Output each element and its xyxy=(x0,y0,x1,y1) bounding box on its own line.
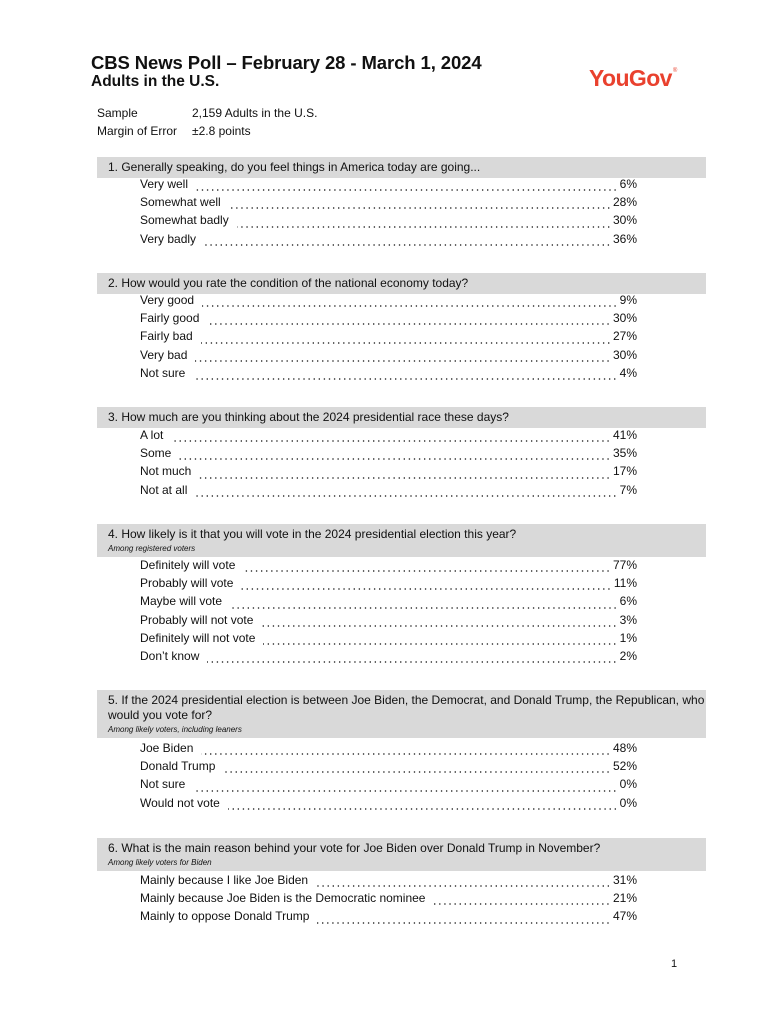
answer-row xyxy=(140,366,637,384)
dot-leader xyxy=(261,625,617,627)
answer-row xyxy=(140,293,637,311)
answer-row xyxy=(140,446,637,464)
answer-label: Fairly bad xyxy=(140,329,193,344)
answer-row xyxy=(140,483,637,501)
answer-value: 7% xyxy=(619,482,637,497)
answer-label: Mainly to oppose Donald Trump xyxy=(140,909,310,924)
moe-label: Margin of Error xyxy=(97,124,178,138)
dot-leader xyxy=(316,885,611,887)
answer-value: 28% xyxy=(612,195,637,210)
answer-list xyxy=(140,177,637,250)
dot-leader xyxy=(207,323,611,325)
answer-label: Very badly xyxy=(140,231,197,246)
answer-label: Joe Biden xyxy=(140,741,194,755)
dot-leader xyxy=(201,753,611,755)
answer-value: 6% xyxy=(619,177,637,191)
dot-leader xyxy=(199,477,611,479)
question-text: 3. How much are you thinking about the 2024 presidential race these days? xyxy=(108,410,509,424)
page-subtitle: Adults in the U.S. xyxy=(91,73,220,90)
question-note: Among likely voters for Biden xyxy=(108,858,212,867)
answer-row xyxy=(140,631,637,649)
dot-leader xyxy=(193,790,617,792)
answer-value: 1% xyxy=(619,630,637,645)
question-text: 5. If the 2024 presidential election is between Joe Biden, the Democrat, and Donald Trump, the Republican, who would you vote for? xyxy=(108,693,705,722)
answer-list xyxy=(140,873,637,928)
answer-row xyxy=(140,464,637,482)
page-number: 1 xyxy=(671,958,678,970)
answer-row xyxy=(140,428,637,446)
answer-row xyxy=(140,594,637,612)
answer-list xyxy=(140,741,637,814)
dot-leader xyxy=(179,458,611,460)
question-header xyxy=(97,524,706,557)
answer-label: Probably will not vote xyxy=(140,612,254,627)
answer-value: 4% xyxy=(619,365,637,380)
answer-label: Donald Trump xyxy=(140,759,216,774)
answer-value: 52% xyxy=(612,759,637,774)
answer-label: Not much xyxy=(140,464,192,479)
answer-value: 11% xyxy=(613,576,637,591)
dot-leader xyxy=(263,643,617,645)
answer-label: Mainly because I like Joe Biden xyxy=(140,873,309,887)
answer-row xyxy=(140,613,637,631)
dot-leader xyxy=(243,570,611,572)
answer-list xyxy=(140,293,637,384)
answer-row xyxy=(140,873,637,891)
answer-value: 0% xyxy=(619,795,637,810)
dot-leader xyxy=(317,922,611,924)
dot-leader xyxy=(195,360,611,362)
dot-leader xyxy=(207,661,617,663)
answer-label: Very well xyxy=(140,177,189,191)
dot-leader xyxy=(241,588,611,590)
answer-value: 36% xyxy=(612,231,637,246)
dot-leader xyxy=(228,808,618,810)
answer-row xyxy=(140,213,637,231)
dot-leader xyxy=(237,226,611,228)
answer-value: 48% xyxy=(612,741,637,755)
answer-value: 21% xyxy=(612,891,637,906)
answer-label: A lot xyxy=(140,428,164,442)
answer-label: Somewhat well xyxy=(140,195,221,210)
answer-row xyxy=(140,177,637,195)
dot-leader xyxy=(171,440,611,442)
question-header xyxy=(97,690,706,738)
dot-leader xyxy=(201,342,611,344)
answer-row xyxy=(140,796,637,814)
answer-label: Probably will vote xyxy=(140,576,234,591)
answer-value: 30% xyxy=(612,311,637,326)
answer-label: Some xyxy=(140,446,172,461)
question-text: 2. How would you rate the condition of the national economy today? xyxy=(108,276,469,290)
answer-label: Not sure xyxy=(140,777,186,792)
answer-label: Somewhat badly xyxy=(140,213,229,228)
question-header xyxy=(97,407,706,428)
answer-label: Very good xyxy=(140,293,195,307)
answer-list xyxy=(140,428,637,501)
question-text: 4. How likely is it that you will vote in the 2024 presidential election this year? xyxy=(108,527,517,541)
dot-leader xyxy=(193,378,617,380)
answer-value: 41% xyxy=(612,428,637,442)
dot-leader xyxy=(229,207,611,209)
answer-label: Definitely will vote xyxy=(140,558,236,572)
answer-row xyxy=(140,311,637,329)
dot-leader xyxy=(195,495,617,497)
answer-label: Not sure xyxy=(140,365,186,380)
answer-row xyxy=(140,649,637,667)
answer-row xyxy=(140,195,637,213)
answer-value: 3% xyxy=(619,612,637,627)
question-header xyxy=(97,157,706,178)
dot-leader xyxy=(433,903,610,905)
question-note: Among registered voters xyxy=(108,544,196,553)
moe-value: ±2.8 points xyxy=(192,124,251,138)
answer-label: Definitely will not vote xyxy=(140,630,256,645)
question-note: Among likely voters, including leaners xyxy=(108,725,242,734)
answer-label: Don’t know xyxy=(140,648,200,663)
answer-value: 35% xyxy=(612,446,637,461)
answer-row xyxy=(140,741,637,759)
answer-row xyxy=(140,329,637,347)
answer-row xyxy=(140,777,637,795)
answer-row xyxy=(140,348,637,366)
answer-label: Would not vote xyxy=(140,795,220,810)
answer-value: 17% xyxy=(612,464,637,479)
answer-value: 30% xyxy=(612,213,637,228)
answer-list xyxy=(140,558,637,667)
answer-value: 47% xyxy=(612,909,637,924)
answer-label: Not at all xyxy=(140,482,188,497)
answer-value: 31% xyxy=(612,873,637,887)
answer-label: Fairly good xyxy=(140,311,200,326)
question-text: 6. What is the main reason behind your vote for Joe Biden over Donald Trump in November? xyxy=(108,841,601,855)
question-header xyxy=(97,838,706,871)
dot-leader xyxy=(204,244,611,246)
dot-leader xyxy=(196,189,618,191)
answer-label: Very bad xyxy=(140,347,188,362)
answer-value: 0% xyxy=(619,777,637,792)
yougov-logo xyxy=(589,65,677,92)
answer-value: 6% xyxy=(619,594,637,609)
logo-text: YouGov xyxy=(589,65,672,91)
sample-value: 2,159 Adults in the U.S. xyxy=(192,106,318,120)
dot-leader xyxy=(230,607,618,609)
question-header xyxy=(97,273,706,294)
answer-row xyxy=(140,558,637,576)
answer-row xyxy=(140,576,637,594)
answer-row xyxy=(140,759,637,777)
sample-label: Sample xyxy=(97,106,138,120)
question-text: 1. Generally speaking, do you feel things in America today are going... xyxy=(108,160,481,174)
answer-value: 9% xyxy=(619,293,637,307)
answer-row xyxy=(140,891,637,909)
answer-value: 2% xyxy=(619,648,637,663)
dot-leader xyxy=(202,305,618,307)
dot-leader xyxy=(223,771,611,773)
answer-value: 27% xyxy=(612,329,637,344)
answer-value: 30% xyxy=(612,347,637,362)
answer-row xyxy=(140,909,637,927)
answer-label: Maybe will vote xyxy=(140,594,223,609)
page-title: CBS News Poll – February 28 - March 1, 2024 xyxy=(91,52,482,73)
answer-value: 77% xyxy=(612,558,637,572)
answer-row xyxy=(140,232,637,250)
registered-mark: ® xyxy=(672,68,677,74)
answer-label: Mainly because Joe Biden is the Democratic nominee xyxy=(140,891,426,906)
